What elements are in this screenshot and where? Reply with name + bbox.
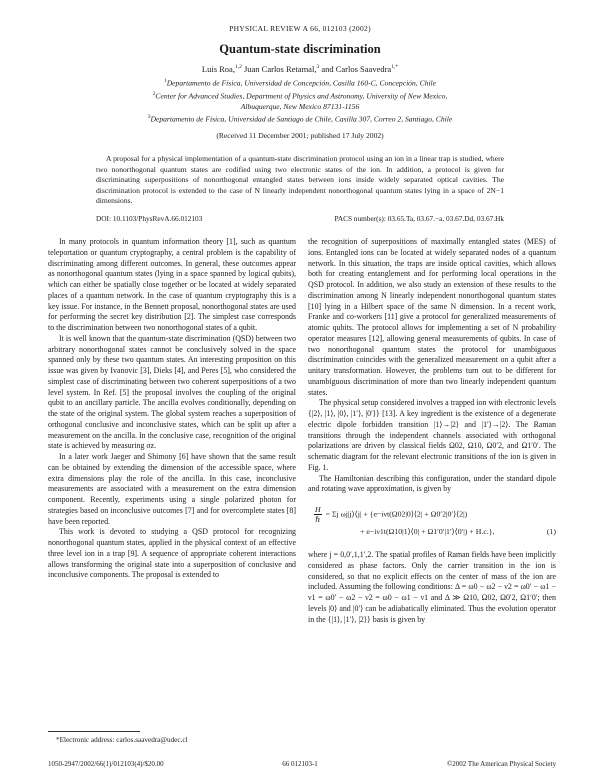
author-1-affil: 1,2: [234, 64, 242, 71]
equation-line-2: + e−iν1t(Ω10|1⟩⟨0| + Ω1′0′|1′⟩⟨0′|) + H.c.},: [360, 527, 495, 536]
affil-1-marker: 1: [163, 78, 167, 84]
footnote: *Electronic address: carlos.saavedra@udec.cl: [56, 736, 188, 744]
right-column: [308, 237, 556, 755]
affil-2: Center for Advanced Studies, Department of Physics and Astronomy, University of New Mexico,: [155, 91, 448, 101]
footnote-rule: [48, 731, 140, 732]
affil-3-marker: 3: [147, 114, 151, 121]
body-paragraph: where j = 0,0′,1,1′,2. The spatial profiles of Raman fields have been implicitly considered as phase factors. Only the carrier transition in the ion is considered, so that no explicit effects on the center of mass of the ion are included. Assuming the following conditions: Δ = ω0 − ω2 − ν2 = ω0′ − ω1 − ν1 = ω0′ − ω2 − ν2 = ω0 − ω1 − ν1 and Δ ≫ Ω10, Ω02, Ω0′2, Ω1′0′; then levels |0⟩ and |0′⟩ can be adiabatically eliminated. Thus the evolution operator in the {|1⟩, |1′⟩, |2⟩} basis is given by: [308, 550, 556, 624]
affiliations: [90, 76, 510, 125]
affil-3: Departamento de Física, Universidad de Santiago de Chile, Casilla 307, Correo 2, Santiago, Chile: [150, 114, 453, 124]
page-number: 66 012103-1: [282, 760, 318, 768]
body-paragraph: This work is devoted to studying a QSD protocol for recognizing nonorthogonal quantum states, applied in the physical context of an effective three level ion in a trap [9]. A sequence of appropriate coherent interactions allows transforming the original state into a superposition of conclusive and inconclusive components. The proposal is extended to: [48, 527, 296, 580]
copyright: ©2002 The American Physical Society: [446, 760, 556, 768]
author-list: [0, 64, 600, 74]
body-paragraph: The Hamiltonian describing this configuration, under the standard dipole and rotating wave approximation, is given by: [308, 473, 556, 494]
affil-2-marker: 2: [152, 90, 156, 97]
left-column: [48, 237, 296, 727]
body-paragraph: The physical setup considered involves a trapped ion with electronic levels {|2⟩, |1⟩, |0⟩, |1′⟩, |0′⟩} [13]. A key ingredient is the existence of a degenerate electric dipole forbidden transition |1⟩→|2⟩ and |1′⟩→|2⟩. The Raman transitions through the independent channels associated with orthogonal polarizations are driven by classical fields Ω02, Ω10, Ω0′2, and Ω1′0′. The schematic diagram for the relevant electronic transitions of the ion is given in Fig. 1.: [308, 398, 556, 472]
pacs-numbers: PACS number(s): 03.65.Ta, 03.67.−a, 03.67.Dd, 03.67.Hk: [334, 214, 504, 223]
doi-link[interactable]: DOI: 10.1103/PhysRevA.66.012103: [96, 214, 203, 223]
body-paragraph: the recognition of superpositions of maximally entangled states (MES) of ions. Entangled ions can be located at widely separated nodes of a quantum network. In this situation, the traps are inside optical cavities, which allows both for creating entanglement and for performing local operations in the QSD protocol. In addition, we also study an extension of these results to the discrimination among N linearly independent nonorthogonal quantum states [10] lying in a Hilbert space of the same N dimension. In a recent work, Franke and co-workers [11] give a protocol for generalized measurements of atomic qubits. The protocol allows for implementing a set of N probability operator measures [12], allowing general measurements of qubits. In case of two nonorthogonal quantum states the protocol for unambiguous discrimination coincides with the generalized measurement on a qubit after a unitary transformation. However, the problems turn out to be different for unambiguous discrimination of more than two linearly independent quantum states.: [308, 237, 556, 397]
abstract: A proposal for a physical implementation of a quantum-state discrimination protocol using an ion in a linear trap is studied, where two nonorthogonal quantum states are codified using two electronic states of the ion. In addition, a protocol is given for discriminating superpositions of nonorthogonal entangled states between ions inside widely separated optical cavities. The discrimination protocol is extended to the case of N linearly independent nonorthogonal quantum states lying in a space of 2N−1 dimensions.: [96, 154, 504, 206]
body-paragraph: In a later work Jaeger and Shimony [6] have shown that the same result can be obtained by extending the dimension of the accessible space, where extra dimensions play the role of the ancilla. In this case, inconclusive measurements are associated with a measurement on the extra dimension component. Recently, experiments using a single polarized photon for strategies based on inconclusive outcomes [7] and for overcomplete states [8] have been reported.: [48, 452, 296, 526]
received-dates: (Received 11 December 2001; published 17 July 2002): [216, 131, 384, 140]
author-2: Juan Carlos Retamal,: [241, 64, 317, 74]
body-paragraph: In many protocols in quantum information theory [1], such as quantum teleportation or quantum cryptography, a central problem is the capability of discriminating among different outcomes. In general, these outcomes appear as nonorthogonal quantum states (lying in a space spanned by logical qubits), which can either be spatially close together or be located at widely separated places of a quantum network. In the case of quantum cryptography this is a key issue. For instance, in the Bennett proposal, nonorthogonal states are used for performing the secret key distribution [2]. The simplest case corresponds to the discrimination between two nonorthogonal states of a qubit.: [48, 237, 296, 332]
equation-1: [308, 501, 556, 545]
affil-2-cont: Albuquerque, New Mexico 87131-1156: [240, 102, 360, 112]
equation-line-1: = Σj ωj|j⟩⟨j| + {e−iνt(Ω02|0⟩⟨2| + Ω0′2|0′⟩⟨2|): [325, 509, 468, 519]
author-3: and Carlos Saavedra: [319, 64, 392, 74]
author-2-affil: 3: [316, 64, 320, 71]
affil-1: Departamento de Física, Universidad de Concepción, Casilla 160-C, Concepción, Chile: [166, 78, 437, 88]
author-3-affil: 1,*: [391, 64, 399, 71]
running-header: PHYSICAL REVIEW A 66, 012103 (2002): [229, 24, 371, 33]
paper-title: Quantum-state discrimination: [219, 42, 381, 56]
hamiltonian-fraction: $\frac{H}{\text{ℏ}}$: [315, 505, 321, 524]
body-paragraph: It is well known that the quantum-state discrimination (QSD) between two arbitrary nonorthogonal states cannot be conclusively solved in the space spanned only by these two quantum states. An interesting proposition on this issue was given by Ivanovic [3], Dieks [4], and Peres [5], who considered the simplest case of discriminating between two coherent superpositions of a two level system. In Ref. [5] the proposal involves the coupling of the original qubit to an ancillary particle. The ancilla evolves conditionally, depending on the state of the original system. The global system reaches a superposition of orthogonal conclusive and inconclusive states, which can be split up after a measurement on the ancilla. In the conclusive case, recognition of the original state is achieved by measuring σz.: [48, 333, 296, 451]
issn-code: 1050-2947/2002/66(1)/012103(4)/$20.00: [48, 760, 164, 768]
equation-number: (1): [546, 527, 556, 536]
author-1: Luis Roa,: [201, 64, 235, 74]
